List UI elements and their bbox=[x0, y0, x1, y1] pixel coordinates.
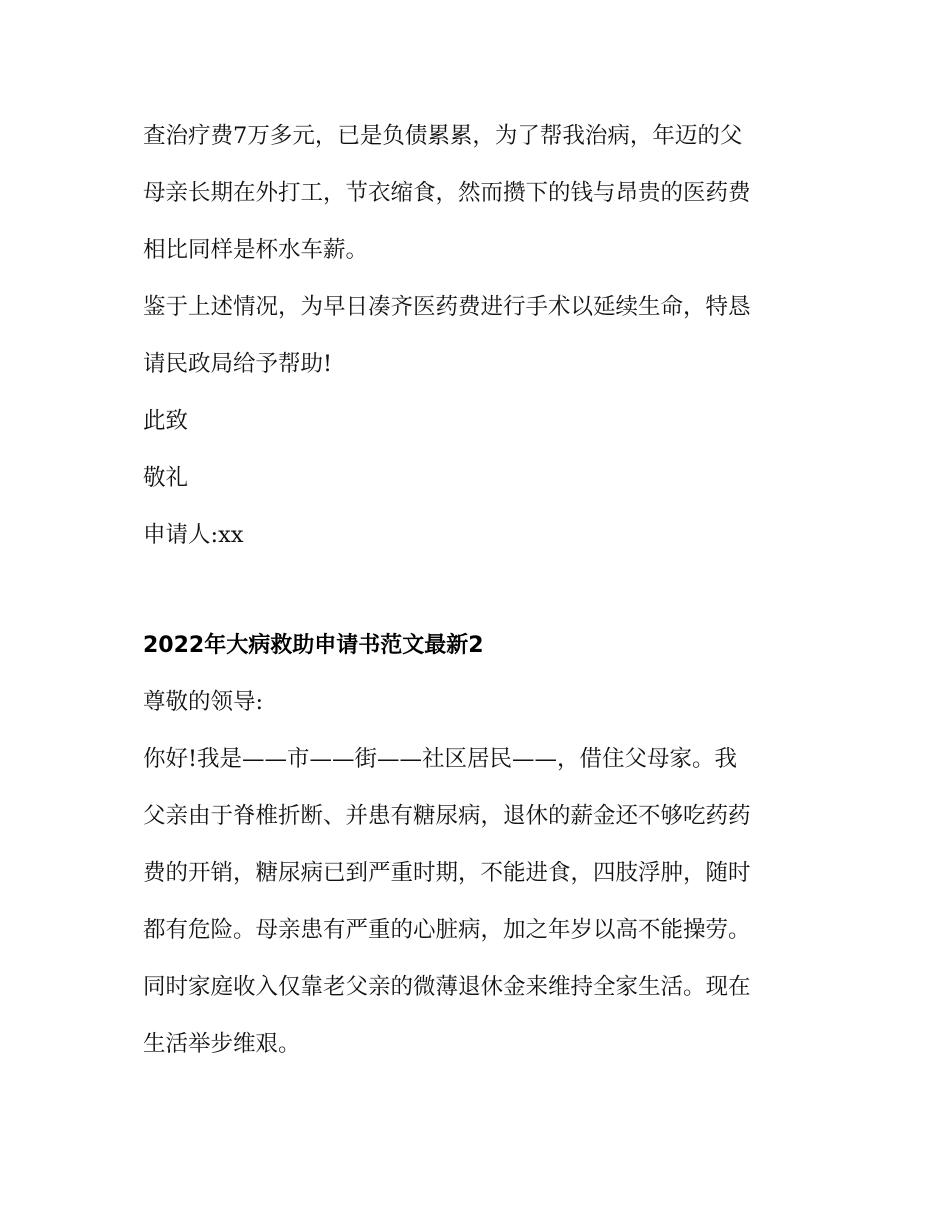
text-line: 生活举步维艰。 bbox=[143, 1031, 301, 1057]
text-line: 查治疗费7万多元，已是负债累累，为了帮我治病，年迈的父 bbox=[143, 123, 743, 149]
section-spacer bbox=[143, 564, 813, 617]
text-line: 你好!我是——市——街——社区居民——，借住父母家。我 bbox=[143, 746, 738, 772]
document-body bbox=[143, 108, 813, 1073]
text-line: 母亲长期在外打工，节衣缩食，然而攒下的钱与昂贵的医药费 bbox=[143, 180, 751, 206]
paragraph-family-situation bbox=[143, 731, 813, 1073]
text-line: 相比同样是杯水车薪。 bbox=[143, 237, 369, 263]
paragraph-request bbox=[143, 279, 813, 393]
text-line: 父亲由于脊椎折断、并患有糖尿病，退休的薪金还不够吃药药 bbox=[143, 803, 751, 829]
section-heading: 2022年大病救助申请书范文最新2 bbox=[143, 633, 484, 658]
text-line: 鉴于上述情况，为早日凑齐医药费进行手术以延续生命，特恳 bbox=[143, 294, 751, 320]
text-line: 都有危险。母亲患有严重的心脏病，加之年岁以高不能操劳。 bbox=[143, 917, 751, 943]
closing-line-1: 此致 bbox=[143, 408, 189, 434]
paragraph-medical-costs bbox=[143, 108, 813, 279]
text-line: 费的开销，糖尿病已到严重时期，不能进食，四肢浮肿，随时 bbox=[143, 860, 751, 886]
text-line: 请民政局给予帮助! bbox=[143, 351, 333, 377]
closing-line-2: 敬礼 bbox=[143, 465, 189, 491]
signature: 申请人:xx bbox=[143, 522, 244, 548]
salutation: 尊敬的领导: bbox=[143, 689, 264, 715]
text-line: 同时家庭收入仅靠老父亲的微薄退休金来维持全家生活。现在 bbox=[143, 974, 751, 1000]
